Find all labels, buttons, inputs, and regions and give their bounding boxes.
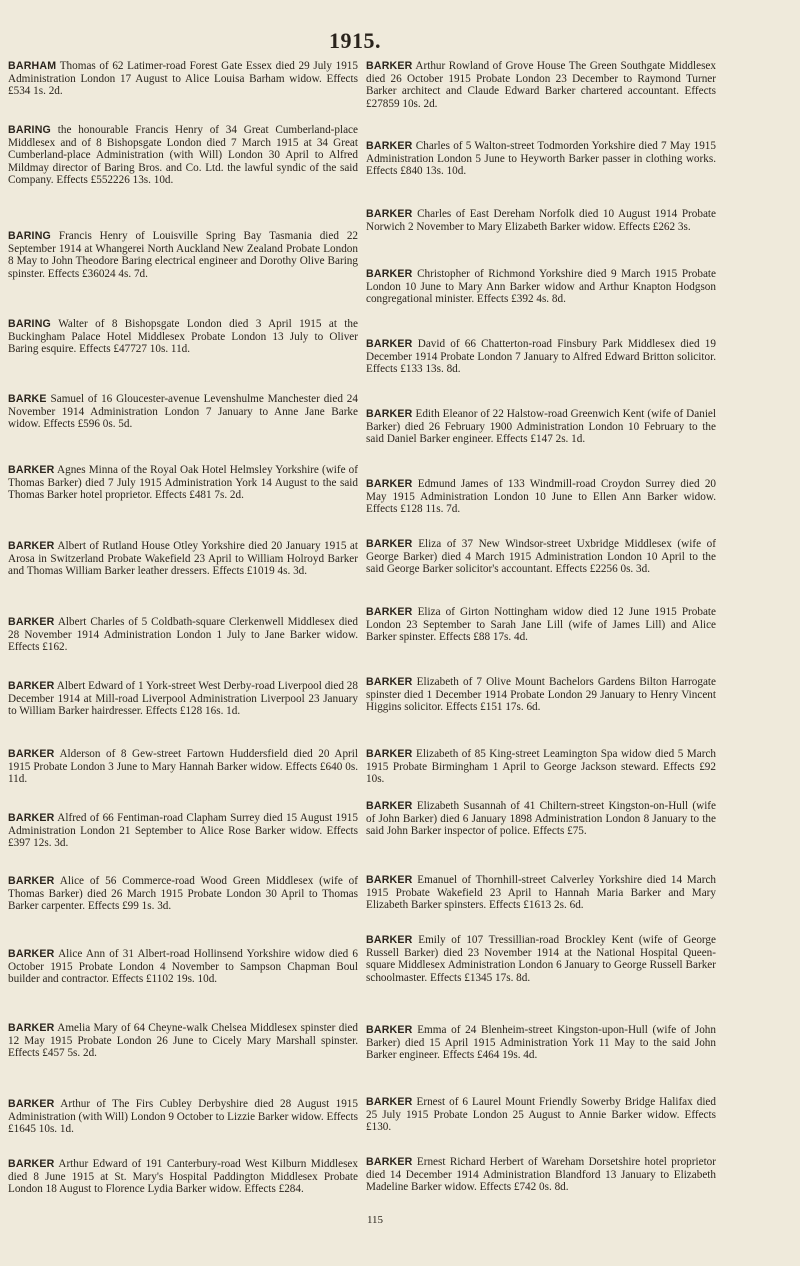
entry-text: Ernest Richard Herbert of Wareham Dorsetshire hotel proprietor died 14 December 1914 Administration Blandford 13 January to Elizabeth Madeline Barker widow. Effects £742 0s. 8d. [366, 1156, 716, 1194]
entry-text: Amelia Mary of 64 Cheyne-walk Chelsea Middlesex spinster died 12 May 1915 Probate London 26 June to Cicely Mary Marshall spinster. Effects £457 5s. 2d. [8, 1022, 358, 1060]
entry-text: Albert Edward of 1 York-street West Derby-road Liverpool died 28 December 1914 at Mill-road Liverpool Administration Liverpool 23 January to William Barker hairdresser. Effects £128 16s. 1d. [8, 680, 358, 718]
entry-text: Ernest of 6 Laurel Mount Friendly Sowerby Bridge Halifax died 25 July 1915 Probate London 25 August to Annie Barker widow. Effects £130. [366, 1096, 716, 1134]
entry-text: Emanuel of Thornhill-street Calverley Yorkshire died 14 March 1915 Probate Wakefield 23 April to Hannah Maria Barker and Mary Elizabeth Barker spinsters. Effects £1613 2s. 6d. [366, 874, 717, 912]
entry-text: David of 66 Chatterton-road Finsbury Park Middlesex died 19 December 1914 Probate London 7 January to Alfred Edward Britton solicitor. Effects £133 13s. 8d. [366, 338, 716, 376]
entry-surname: BARING [8, 124, 51, 136]
entry-surname: BARKER [8, 875, 55, 887]
entry-surname: BARKER [366, 934, 413, 946]
probate-entry [366, 1024, 716, 1062]
probate-entry [366, 676, 716, 714]
entry-surname: BARKER [366, 60, 413, 72]
probate-entry [366, 408, 716, 446]
probate-entry [366, 140, 716, 178]
probate-entry [366, 338, 716, 376]
entry-surname: BARKER [366, 1096, 413, 1108]
entry-surname: BARKER [8, 616, 55, 628]
entry-surname: BARING [8, 230, 51, 242]
entry-text: Emma of 24 Blenheim-street Kingston-upon-Hull (wife of John Barker) died 15 April 1915 Administration York 11 May to the said John Barker engineer. Effects £464 19s. 4d. [366, 1024, 716, 1062]
entry-surname: BARKER [8, 812, 55, 824]
probate-entry [8, 540, 358, 578]
entry-text: Charles of 5 Walton-street Todmorden Yorkshire died 7 May 1915 Administration London 5 June to Heyworth Barker passer in clothing works. Effects £840 13s. 10d. [366, 140, 716, 178]
entry-text: Francis Henry of Louisville Spring Bay Tasmania died 22 September 1914 at Whangerei North Auckland New Zealand Probate London 8 May to John Theodore Baring electrical engineer and Dorothy Olive Baring spinster. Effects £36024 4s. 7d. [8, 230, 359, 280]
probate-entry [8, 875, 358, 913]
entry-text: Christopher of Richmond Yorkshire died 9 March 1915 Probate London 10 June to Mary Ann Barker widow and Arthur Knapton Hodgson congregational minister. Effects £392 4s. 8d. [366, 268, 716, 306]
entry-text: Arthur of The Firs Cubley Derbyshire died 28 August 1915 Administration (with Will) London 9 October to Lizzie Barker widow. Effects £1645 10s. 1d. [8, 1098, 358, 1136]
entry-surname: BARING [8, 318, 51, 330]
probate-entry [8, 464, 358, 502]
probate-entry [8, 616, 358, 654]
probate-entry [8, 393, 358, 431]
entry-text: Arthur Edward of 191 Canterbury-road West Kilburn Middlesex died 8 June 1915 at St. Mary's Hospital Paddington Middlesex Probate London 18 August to Florence Lydia Barker widow. Effects £284. [8, 1158, 358, 1196]
entry-surname: BARKER [366, 606, 413, 618]
probate-entry [8, 1158, 358, 1196]
entry-surname: BARKER [8, 1098, 55, 1110]
probate-entry [8, 1022, 358, 1060]
entry-surname: BARKER [366, 338, 413, 350]
entry-text: Samuel of 16 Gloucester-avenue Levenshulme Manchester died 24 November 1914 Administration London 7 January to Anne Jane Barke widow. Effects £596 0s. 5d. [8, 393, 358, 431]
entry-text: the honourable Francis Henry of 34 Great Cumberland-place Middlesex and of 8 Bishopsgate London died 7 March 1915 at 34 Great Cumberland-place Administration (with Will) London 30 April to Alfred Mildmay director of Baring Bros. and Co. Ltd. the lawful syndic of the said Company. Effects £552226 13s. 10d. [8, 124, 358, 187]
entry-surname: BARKER [366, 268, 413, 280]
entry-text: Walter of 8 Bishopsgate London died 3 April 1915 at the Buckingham Palace Hotel Middlesex Probate London 13 July to Oliver Baring esquire. Effects £47727 10s. 11d. [8, 318, 358, 356]
entry-surname: BARKER [366, 748, 413, 760]
probate-entry [366, 934, 716, 984]
entry-text: Arthur Rowland of Grove House The Green Southgate Middlesex died 26 October 1915 Probate London 23 December to Raymond Turner Barker architect and Claude Edward Barker chartered accountant. Effects £27859 10s. 2d. [366, 60, 716, 110]
entry-surname: BARKER [8, 540, 55, 552]
entry-surname: BARKER [366, 208, 413, 220]
entry-text: Eliza of 37 New Windsor-street Uxbridge Middlesex (wife of George Barker) died 4 March 1915 Administration London 10 April to the said George Barker solicitor's accountant. Effects £2256 0s. 3d. [366, 538, 717, 576]
entry-surname: BARKER [8, 948, 55, 960]
probate-entry [366, 1096, 716, 1134]
probate-entry [8, 1098, 358, 1136]
entry-surname: BARKER [366, 408, 413, 420]
entry-surname: BARKER [8, 680, 55, 692]
entry-text: Alice of 56 Commerce-road Wood Green Middlesex (wife of Thomas Barker) died 26 March 1915 Probate London 30 April to Thomas Barker carpenter. Effects £99 1s. 3d. [8, 875, 358, 913]
entry-text: Eliza of Girton Nottingham widow died 12 June 1915 Probate London 23 September to Sarah Jane Lill (wife of James Lill) and Alice Barker spinster. Effects £88 17s. 4d. [366, 606, 717, 644]
probate-entry [366, 874, 716, 912]
page-year-heading: 1915. [329, 28, 381, 53]
probate-entry [366, 208, 716, 233]
probate-entry [8, 230, 358, 280]
probate-entry [8, 748, 358, 786]
entry-surname: BARKER [366, 1156, 413, 1168]
entry-surname: BARKER [8, 1022, 55, 1034]
entry-surname: BARKER [366, 874, 413, 886]
entry-text: Alderson of 8 Gew-street Fartown Huddersfield died 20 April 1915 Probate London 3 June to Mary Hannah Barker widow. Effects £640 0s. 11d. [8, 748, 358, 786]
entry-surname: BARKE [8, 393, 47, 405]
probate-entry [8, 812, 358, 850]
entry-surname: BARKER [366, 538, 413, 550]
probate-entry [366, 268, 716, 306]
entry-text: Alfred of 66 Fentiman-road Clapham Surrey died 15 August 1915 Administration London 21 September to Alice Rose Barker widow. Effects £397 12s. 3d. [8, 812, 358, 850]
entry-surname: BARKER [366, 1024, 413, 1036]
entry-text: Albert of Rutland House Otley Yorkshire died 20 January 1915 at Arosa in Switzerland Probate Wakefield 23 April to William Holroyd Barker and Thomas William Barker leather dressers. Effects £1019 4s. 3d. [8, 540, 358, 578]
probate-entry [8, 60, 358, 98]
page-number: 115 [366, 1214, 384, 1226]
entry-surname: BARKER [366, 800, 413, 812]
entry-surname: BARKER [366, 478, 413, 490]
entry-text: Alice Ann of 31 Albert-road Hollinsend Yorkshire widow died 6 October 1915 Probate London 4 November to Sampson Chapman Boul builder and contractor. Effects £1102 19s. 10d. [8, 948, 359, 986]
entry-text: Albert Charles of 5 Coldbath-square Clerkenwell Middlesex died 28 November 1914 Administration London 1 July to Jane Barker widow. Effects £162. [8, 616, 358, 654]
entry-text: Edith Eleanor of 22 Halstow-road Greenwich Kent (wife of Daniel Barker) died 26 February 1900 Administration London 10 February to the said Daniel Barker engineer. Effects £147 2s. 1d. [366, 408, 716, 446]
entry-text: Elizabeth of 7 Olive Mount Bachelors Gardens Bilton Harrogate spinster died 1 December 1914 Probate London 29 January to Henry Vincent Higgins solicitor. Effects £151 17s. 6d. [366, 676, 717, 714]
entry-text: Thomas of 62 Latimer-road Forest Gate Essex died 29 July 1915 Administration London 17 August to Alice Louisa Barham widow. Effects £534 1s. 2d. [8, 60, 358, 98]
probate-entry [366, 800, 716, 838]
probate-entry [366, 606, 716, 644]
probate-entry [366, 748, 716, 786]
probate-entry [366, 60, 716, 110]
probate-entry [8, 680, 358, 718]
entry-text: Agnes Minna of the Royal Oak Hotel Helmsley Yorkshire (wife of Thomas Barker) died 7 July 1915 Administration York 14 August to the said Thomas Barker hotel proprietor. Effects £481 7s. 2d. [8, 464, 358, 502]
probate-entry [366, 1156, 716, 1194]
entry-text: Elizabeth Susannah of 41 Chiltern-street Kingston-on-Hull (wife of John Barker) died 6 January 1898 Administration London 8 January to the said John Barker inspector of police. Effects £75. [366, 800, 717, 838]
probate-entry [8, 948, 358, 986]
entry-surname: BARKER [8, 1158, 55, 1170]
probate-entry [8, 124, 358, 187]
entry-surname: BARKER [8, 464, 55, 476]
entry-surname: BARKER [8, 748, 55, 760]
probate-entry [366, 538, 716, 576]
entry-surname: BARKER [366, 676, 413, 688]
entry-text: Emily of 107 Tressillian-road Brockley Kent (wife of George Russell Barker) died 23 November 1914 at the National Hospital Queen-square Middlesex Administration London 6 January to George Russell Barker schoolmaster. Effects £1345 17s. 8d. [366, 934, 716, 984]
entry-surname: BARKER [366, 140, 413, 152]
entry-surname: BARHAM [8, 60, 57, 72]
probate-entry [366, 478, 716, 516]
probate-entry [8, 318, 358, 356]
entry-text: Charles of East Dereham Norfolk died 10 August 1914 Probate Norwich 2 November to Mary Elizabeth Barker widow. Effects £262 3s. [366, 208, 717, 233]
entry-text: Elizabeth of 85 King-street Leamington Spa widow died 5 March 1915 Probate Birmingham 1 April to George Jackson steward. Effects £92 10s. [366, 748, 716, 786]
entry-text: Edmund James of 133 Windmill-road Croydon Surrey died 20 May 1915 Administration London 10 June to Ellen Ann Barker widow. Effects £128 11s. 7d. [366, 478, 717, 516]
